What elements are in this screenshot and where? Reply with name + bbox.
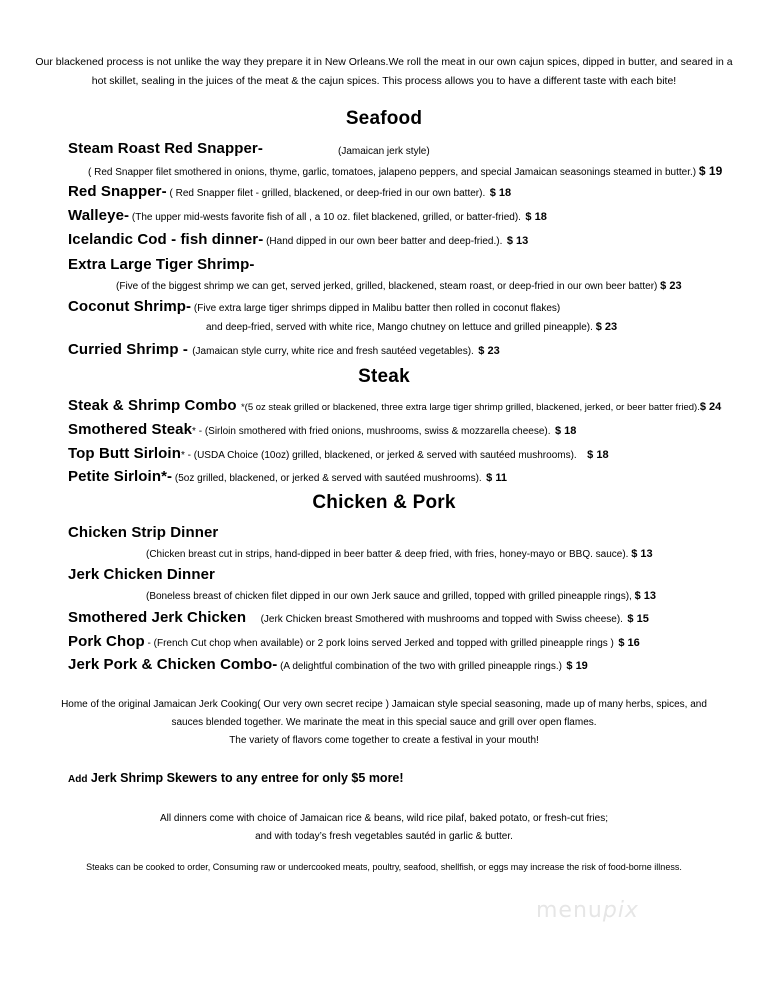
menu-item [68,445,609,463]
item-desc-text: (Jerk Chicken breast Smothered with mushrooms and topped with Swiss cheese). [260,614,623,625]
item-name: Top Butt Sirloin [68,445,181,462]
item-name: Smothered Steak [68,421,193,438]
item-name: Steak & Shrimp Combo [68,397,241,414]
item-name: Icelandic Cod - fish dinner- [68,231,264,248]
menu-item [68,633,640,651]
item-price: $ 13 [506,235,529,247]
item-price: $ 18 [587,449,609,461]
item-description [146,548,653,560]
sides-line-1: All dinners come with choice of Jamaican rice & beans, wild rice pilaf, baked potato, or fresh-cut fries; [160,813,608,824]
item-star: * - [192,426,205,437]
watermark-text: menu [536,898,603,923]
item-name: Chicken Strip Dinner [68,524,219,541]
item-desc-text: ( Red Snapper filet - grilled, blackened, or deep-fried in our own batter). [166,188,486,199]
menu-item [68,207,547,225]
item-name: Jerk Chicken Dinner [68,566,215,583]
item-desc-text: (Five of the biggest shrimp we can get, served jerked, grilled, blackened, steam roast, or deep-fried in our own beer batter) [116,281,658,292]
menu-item [68,341,500,359]
item-desc-text: (Jamaican style curry, white rice and fresh sautéed vegetables). [192,346,474,357]
intro-text [0,53,768,91]
item-desc-text: and deep-fried, served with white rice, Mango chutney on lettuce and grilled pineapple). [206,322,593,333]
item-price: $ 18 [525,211,547,223]
food-safety-warning: Steaks can be cooked to order, Consuming raw or undercooked meats, poultry, seafood, shellfish, or eggs may increase the risk of food-borne illness. [86,862,682,872]
item-name: Red Snapper- [68,183,167,200]
item-style: (Jamaican jerk style) [338,146,430,157]
addon-offer [68,771,404,785]
item-name: Jerk Pork & Chicken Combo- [68,656,278,673]
item-desc-text: (The upper mid-wests favorite fish of all , a 10 oz. filet blackened, grilled, or batter-fried). [129,212,521,223]
menupix-watermark [536,898,639,923]
item-desc-text: (Sirloin smothered with fried onions, mushrooms, swiss & mozzarella cheese). [204,426,551,437]
menu-item [68,421,576,439]
item-name: Smothered Jerk Chicken [68,609,247,626]
item-name: Steam Roast Red Snapper- [68,140,263,157]
item-name: Petite Sirloin*- [68,468,173,485]
sides-line-2: and with today’s fresh vegetables sautéd in garlic & butter. [255,831,513,842]
item-price: $ 24 [699,401,722,413]
jerk-note-line-1: Home of the original Jamaican Jerk Cooking( Our very own secret recipe ) Jamaican style special seasoning, made up of many herbs, spices, and [61,699,707,710]
menu-item [68,656,588,674]
item-name: Walleye- [68,207,130,224]
item-price: $ 23 [478,345,500,357]
menu-item [68,256,254,274]
item-price: $ 18 [489,187,512,199]
item-name: Pork Chop [68,633,145,650]
steak-heading: Steak [358,366,410,387]
menu-item [68,397,721,415]
item-name: Curried Shrimp - [68,341,193,358]
item-price: $ 19 [566,660,588,672]
menu-item [68,140,263,158]
item-name: Coconut Shrimp- [68,298,192,315]
menu-item [68,524,218,542]
menu-item [68,609,649,627]
item-price: $ 15 [627,613,649,625]
item-description [88,164,722,178]
item-price: $ 11 [486,472,507,484]
item-desc-text: (Hand dipped in our own beer batter and deep-fried.). [263,236,503,247]
item-desc-text: (5oz grilled, blackened, or jerked & served with sautéed mushrooms). [172,473,482,484]
item-description [116,280,682,292]
jerk-cooking-note [0,696,768,750]
item-desc-text: (Chicken breast cut in strips, hand-dipped in beer batter & deep fried, with fries, honey-mayo or BBQ. sauce). [146,549,629,560]
item-desc-text: (Five extra large tiger shrimps dipped in Malibu batter then rolled in coconut flakes) [191,303,561,314]
chicken-pork-heading: Chicken & Pork [312,492,456,513]
menu-item [68,468,507,486]
item-desc-text: ( Red Snapper filet smothered in onions, thyme, garlic, tomatoes, jalapeno peppers, and special Jamaican seasonings steamed in butter.) [88,167,697,178]
menu-item [68,298,560,316]
item-price: $ 23 [595,321,618,333]
item-desc-text: (Boneless breast of chicken filet dipped in our own Jerk sauce and grilled, topped with grilled pineapple rings), [146,591,632,602]
item-description [146,590,656,602]
jerk-note-line-3: The variety of flavors come together to create a festival in your mouth! [229,735,539,746]
item-price: $ 13 [631,548,653,560]
item-price: $ 16 [618,637,640,649]
seafood-heading: Seafood [345,108,423,129]
item-price: $ 13 [634,590,657,602]
menu-item [68,566,215,584]
addon-text: Jerk Shrimp Skewers to any entree for only $5 more! [87,771,404,785]
menu-item [68,183,511,201]
item-description [206,321,617,333]
menu-item [68,231,528,249]
intro-line-1: Our blackened process is not unlike the way they prepare it in New Orleans.We roll the meat in our own cajun spices, dipped in butter, and seared in a [35,56,733,68]
intro-line-2: hot skillet, sealing in the juices of the meat & the cajun spices. This process allows you to have a different taste with each bite! [91,75,677,87]
item-price: $ 23 [660,280,682,292]
addon-lead: Add [68,774,88,785]
item-price: $ 19 [698,164,723,178]
item-price: $ 18 [554,425,577,437]
item-desc-text: (A delightful combination of the two with grilled pineapple rings.) [277,661,562,672]
item-desc-text: - (USDA Choice (10oz) grilled, blackened, or jerked & served with sautéed mushrooms). [187,450,577,461]
item-desc-text: - (French Cut chop when available) or 2 pork loins served Jerked and topped with grilled pineapple rings ) [144,638,614,649]
sides-note [0,810,768,846]
jerk-note-line-2: sauces blended together. We marinate the meat in this special sauce and grill over open flames. [171,717,597,728]
item-desc-text: *(5 oz steak grilled or blackened, three extra large tiger shrimp grilled, blackened, jerked, or beer batter fried). [240,402,700,413]
item-name: Extra Large Tiger Shrimp- [68,256,255,273]
item-star: * [180,450,188,461]
watermark-text-italic: pix [602,898,639,923]
